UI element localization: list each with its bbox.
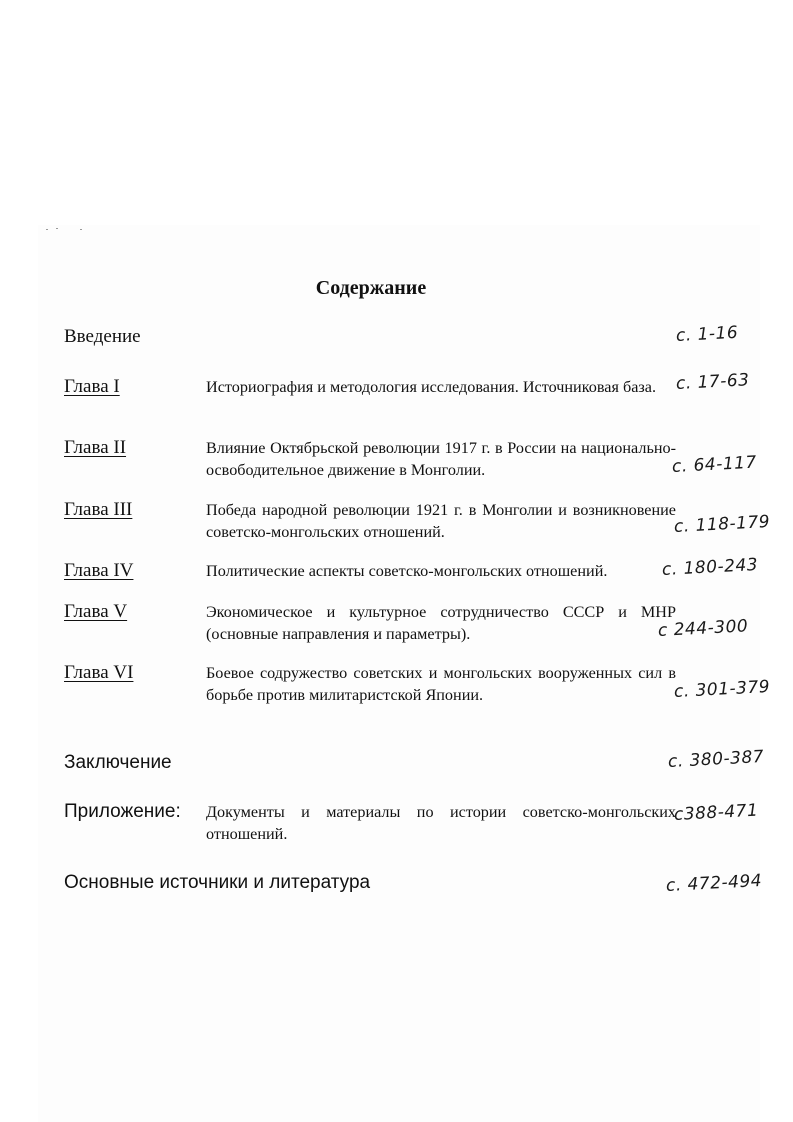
toc-entry-description: Политические аспекты советско-монгольских отношений. xyxy=(206,562,608,580)
toc-entry-pages: с. 380-387 xyxy=(667,746,765,772)
toc-entry-description: Историография и методология исследования. Источниковая база. xyxy=(206,378,657,396)
toc-entry-label: Глава VI xyxy=(64,662,134,683)
toc-entry-pages: с. 1-16 xyxy=(675,322,739,346)
toc-entry-description: Боевое содружество советских и монгольских вооруженных сил в борьбе против милитаристской Японии. xyxy=(206,664,676,704)
toc-entry-label: Введение xyxy=(64,326,141,347)
toc-entry-pages: с. 118-179 xyxy=(673,511,771,537)
scan-speck xyxy=(80,229,82,230)
toc-entry-label: Глава III xyxy=(64,499,133,520)
toc-entry-label: Глава I xyxy=(64,376,120,397)
toc-entry-label: Глава IV xyxy=(64,560,134,581)
toc-entry-pages: с. 17-63 xyxy=(675,370,750,394)
toc-entry-label: Глава II xyxy=(64,437,127,458)
toc-entry-description: Влияние Октябрьской революции 1917 г. в России на национально-освободительное движение в Монголии. xyxy=(206,439,676,479)
toc-entry-description: Экономическое и культурное сотрудничество СССР и МНР (основные направления и параметры). xyxy=(206,603,676,643)
toc-entry-label: Основные источники и литература xyxy=(64,872,371,893)
toc-entry-description: Документы и материалы по истории советско-монгольских отношений. xyxy=(206,803,676,843)
toc-entry-pages: с. 301-379 xyxy=(673,676,771,702)
toc-entry-label: Заключение xyxy=(64,752,172,773)
toc-entry-pages: с. 180-243 xyxy=(661,554,759,580)
toc-entry-description: Победа народной революции 1921 г. в Монголии и возникновение советско-монгольских отношений. xyxy=(206,501,676,541)
toc-entry-pages: с 244-300 xyxy=(657,616,749,641)
page-title: Содержание xyxy=(315,277,427,299)
toc-entry-pages: с. 472-494 xyxy=(665,870,763,896)
toc-entry-label: Приложение: xyxy=(64,801,181,822)
toc-entry-pages: с388-471 xyxy=(673,800,759,825)
scan-speck xyxy=(46,229,48,230)
scan-speck xyxy=(56,228,58,229)
toc-entry-label: Глава V xyxy=(64,601,128,622)
toc-entry-pages: с. 64-117 xyxy=(671,452,758,477)
